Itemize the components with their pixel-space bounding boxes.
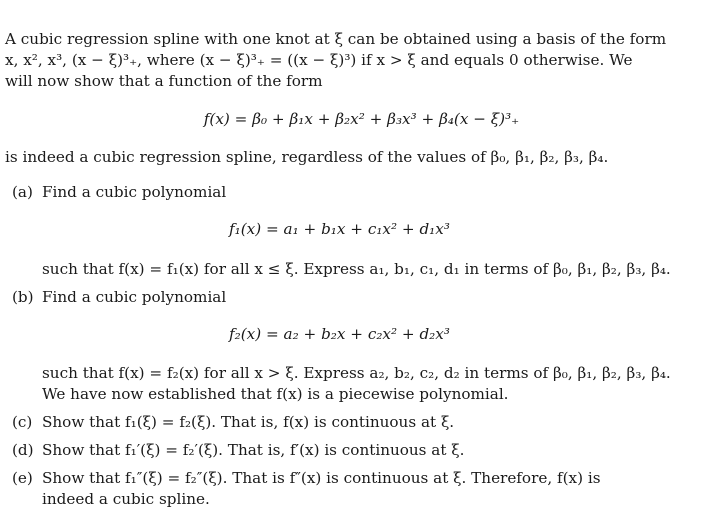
part-c-text: Show that f₁(ξ) = f₂(ξ). That is, f(x) is continuous at ξ. [42,413,455,431]
part-b-followup-1: such that f(x) = f₂(x) for all x > ξ. Express a₂, b₂, c₂, d₂ in terms of β₀, β₁, β₂, β₃, β₄. [42,364,671,382]
regardless-line: is indeed a cubic regression spline, regardless of the values of β₀, β₁, β₂, β₃, β₄. [5,148,609,166]
part-b-label: (b) [12,288,34,306]
part-e-text-2: indeed a cubic spline. [42,490,210,508]
part-b-followup-2: We have now established that f(x) is a piecewise polynomial. [42,385,509,403]
intro-line-1: A cubic regression spline with one knot at ξ can be obtained using a basis of the form [5,30,667,48]
part-a-label: (a) [12,183,33,201]
part-b-prompt: Find a cubic polynomial [42,288,227,306]
intro-line-3: will now show that a function of the form [5,72,323,90]
part-d-text: Show that f₁′(ξ) = f₂′(ξ). That is, f′(x) is continuous at ξ. [42,441,465,459]
part-a-prompt: Find a cubic polynomial [42,183,227,201]
equation-f: f(x) = β₀ + β₁x + β₂x² + β₃x³ + β₄(x − ξ)³₊ [203,110,520,128]
equation-f1: f₁(x) = a₁ + b₁x + c₁x² + d₁x³ [229,220,450,238]
intro-paragraph [5,29,667,92]
part-c-label: (c) [12,413,33,431]
part-e-label: (e) [12,469,33,487]
equation-f2: f₂(x) = a₂ + b₂x + c₂x² + d₂x³ [229,325,450,343]
part-e-text-1: Show that f₁″(ξ) = f₂″(ξ). That is f″(x) is continuous at ξ. Therefore, f(x) is [42,469,601,487]
part-d-label: (d) [12,441,34,459]
part-a-followup: such that f(x) = f₁(x) for all x ≤ ξ. Express a₁, b₁, c₁, d₁ in terms of β₀, β₁, β₂, β₃, β₄. [42,260,671,278]
intro-line-2: x, x², x³, (x − ξ)³₊, where (x − ξ)³₊ = ((x − ξ)³) if x > ξ and equals 0 otherwise. We [5,51,633,69]
